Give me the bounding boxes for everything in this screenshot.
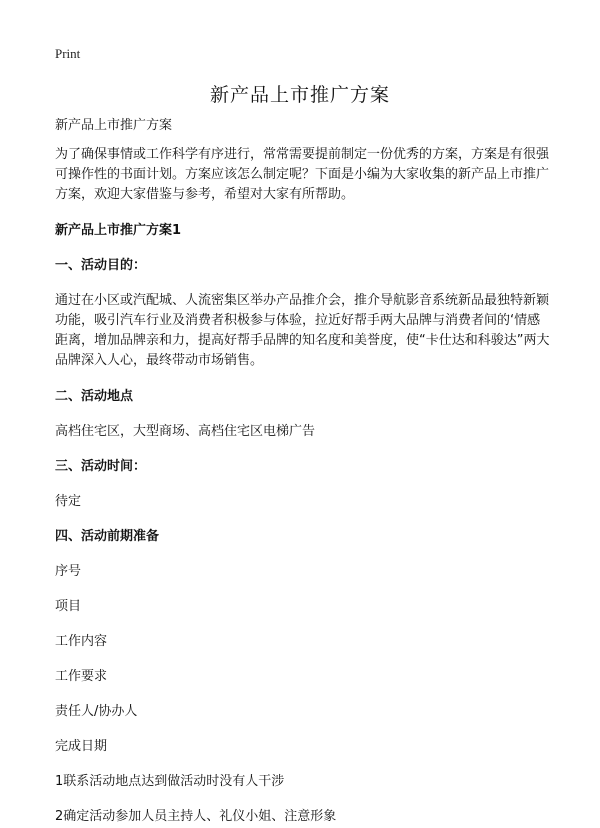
heading-time: 三、活动时间： bbox=[55, 459, 147, 474]
table-item: 工作内容 bbox=[55, 634, 108, 649]
heading-location: 二、活动地点 bbox=[55, 389, 134, 404]
page-title: 新产品上市推广方案 bbox=[209, 84, 390, 106]
section-title: 新产品上市推广方案1 bbox=[55, 223, 182, 238]
document-body bbox=[55, 116, 550, 826]
heading-preparation: 四、活动前期准备 bbox=[55, 529, 160, 544]
table-row: 2确定活动参加人员主持人、礼仪小姐、注意形象 bbox=[55, 809, 337, 824]
paragraph-time: 待定 bbox=[55, 494, 82, 509]
table-item: 项目 bbox=[55, 599, 82, 614]
heading-purpose: 一、活动目的： bbox=[55, 258, 147, 273]
intro-paragraph: 为了确保事情或工作科学有序进行，常常需要提前制定一份优秀的方案，方案是有很强可操作性的书面计划。方案应该怎么制定呢？下面是小编为大家收集的新产品上市推广方案，欢迎大家借鉴与参考，希望对大家有所帮助。 bbox=[55, 147, 550, 202]
table-item: 序号 bbox=[55, 564, 82, 579]
paragraph-location: 高档住宅区，大型商场、高档住宅区电梯广告 bbox=[55, 424, 316, 439]
table-row: 1联系活动地点达到做活动时没有人干涉 bbox=[55, 774, 285, 789]
subtitle: 新产品上市推广方案 bbox=[55, 118, 173, 133]
print-link[interactable]: Print bbox=[55, 46, 81, 61]
paragraph-purpose: 通过在小区或汽配城、人流密集区举办产品推介会，推介导航影音系统新品最独特新颖功能，吸引汽车行业及消费者积极参与体验，拉近好帮手两大品牌与消费者间的‘情感距离，增加品牌亲和力，提高好帮手品牌的知名度和美誉度，使“卡仕达和科骏达”两大品牌深入人心，最终带动市场销售。 bbox=[55, 293, 550, 368]
table-item: 工作要求 bbox=[55, 669, 108, 684]
table-item: 责任人/协办人 bbox=[55, 704, 138, 719]
table-item: 完成日期 bbox=[55, 739, 108, 754]
